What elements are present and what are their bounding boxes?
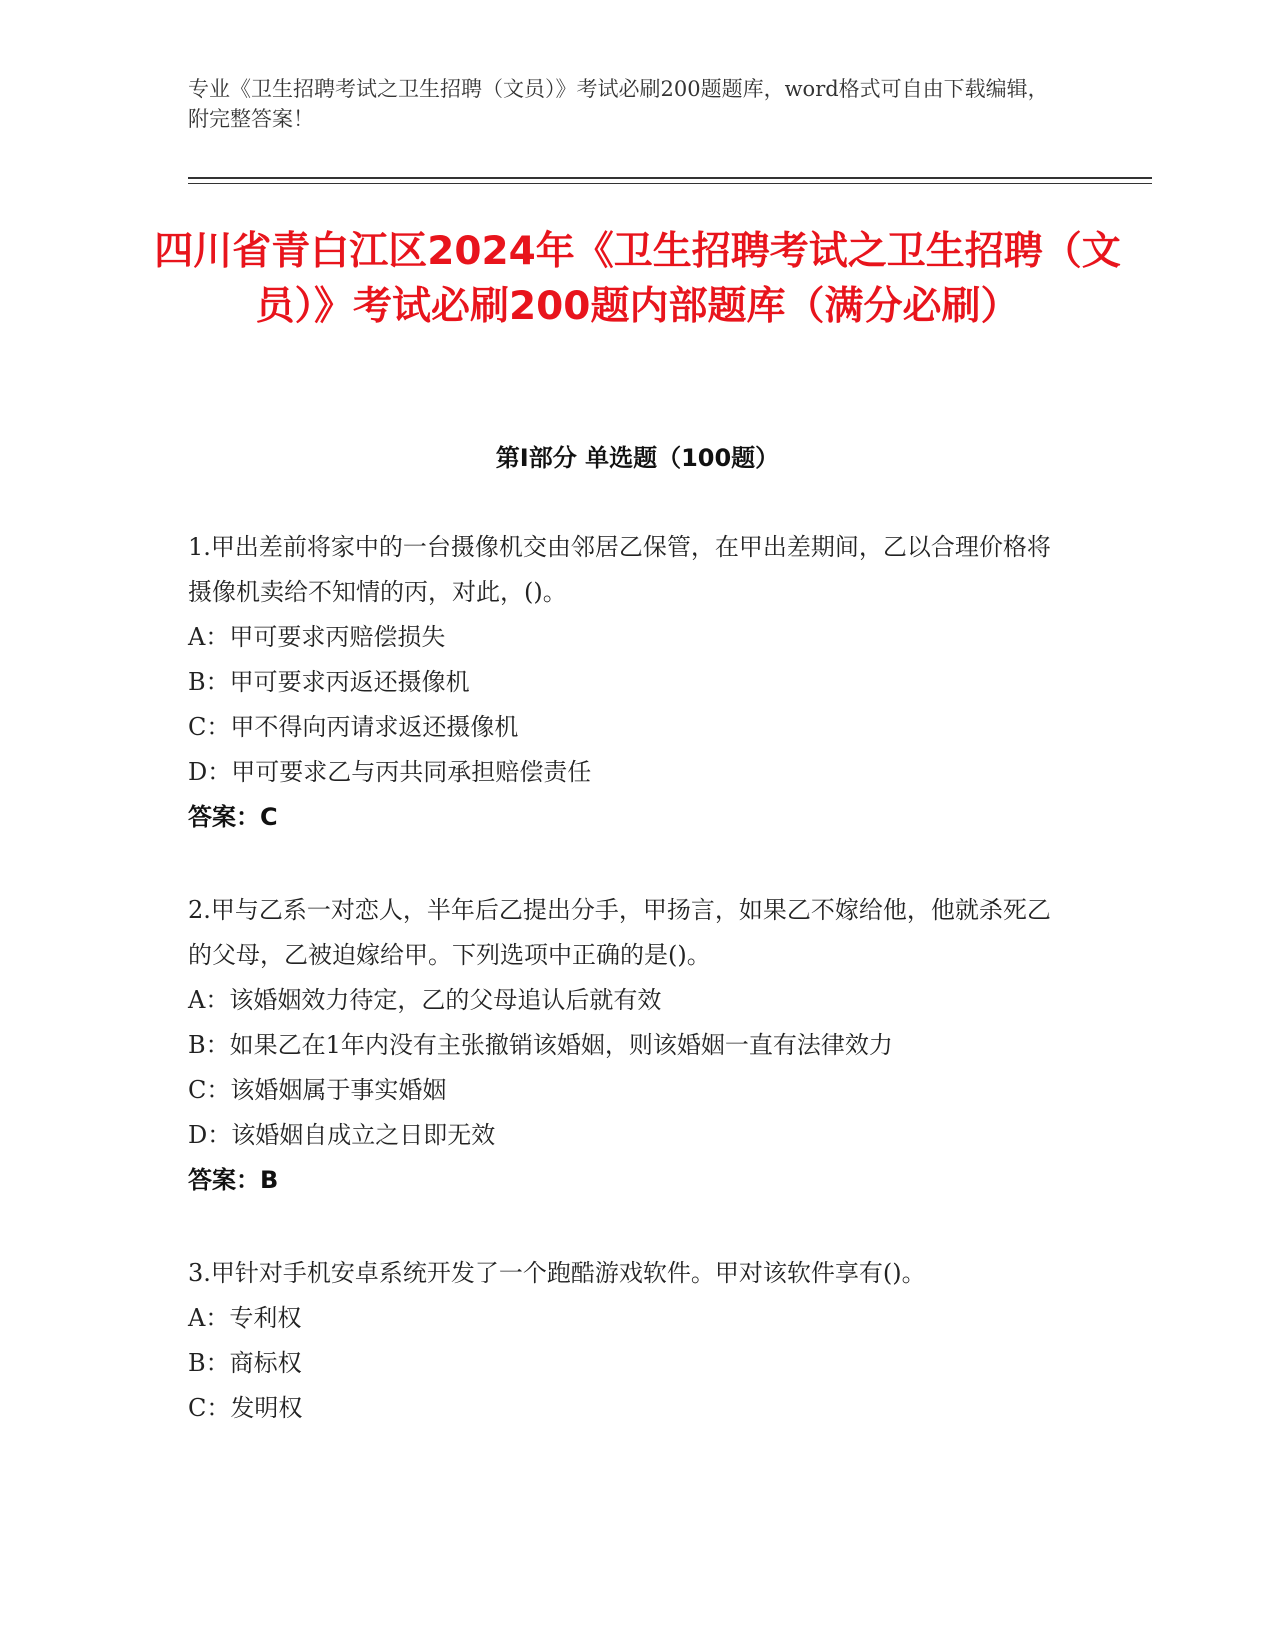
question-3	[188, 1251, 1068, 1431]
option-b: B：如果乙在1年内没有主张撤销该婚姻，则该婚姻一直有法律效力	[188, 1031, 893, 1059]
option-a: A：专利权	[188, 1304, 302, 1332]
header-divider-thin	[188, 183, 1152, 184]
option-a: A：该婚姻效力待定，乙的父母追认后就有效	[188, 986, 662, 1014]
option-c: C：该婚姻属于事实婚姻	[188, 1076, 447, 1104]
question-2	[188, 888, 1068, 1203]
question-stem: 1.甲出差前将家中的一台摄像机交由邻居乙保管，在甲出差期间，乙以合理价格将摄像机卖给不知情的丙，对此，()。	[188, 533, 1051, 606]
option-c: C：发明权	[188, 1394, 303, 1422]
option-c: C：甲不得向丙请求返还摄像机	[188, 713, 519, 741]
section-heading: 第Ⅰ部分 单选题（100题）	[495, 444, 780, 472]
header-note: 专业《卫生招聘考试之卫生招聘（文员）》考试必刷200题题库，word格式可自由下载编辑，附完整答案！	[188, 77, 1049, 131]
question-1	[188, 525, 1068, 840]
document-title: 四川省青白江区2024年《卫生招聘考试之卫生招聘（文员）》考试必刷200题内部题库（满分必刷）	[154, 229, 1121, 329]
answer: 答案：B	[188, 1166, 279, 1194]
question-stem: 3.甲针对手机安卓系统开发了一个跑酷游戏软件。甲对该软件享有()。	[188, 1259, 926, 1287]
option-b: B：甲可要求丙返还摄像机	[188, 668, 470, 696]
option-a: A：甲可要求丙赔偿损失	[188, 623, 446, 651]
option-d: D：甲可要求乙与丙共同承担赔偿责任	[188, 758, 592, 786]
answer: 答案：C	[188, 803, 278, 831]
question-stem: 2.甲与乙系一对恋人，半年后乙提出分手，甲扬言，如果乙不嫁给他，他就杀死乙的父母，乙被迫嫁给甲。下列选项中正确的是()。	[188, 896, 1051, 969]
header-divider-thick	[188, 177, 1152, 179]
option-b: B：商标权	[188, 1349, 302, 1377]
option-d: D：该婚姻自成立之日即无效	[188, 1121, 496, 1149]
